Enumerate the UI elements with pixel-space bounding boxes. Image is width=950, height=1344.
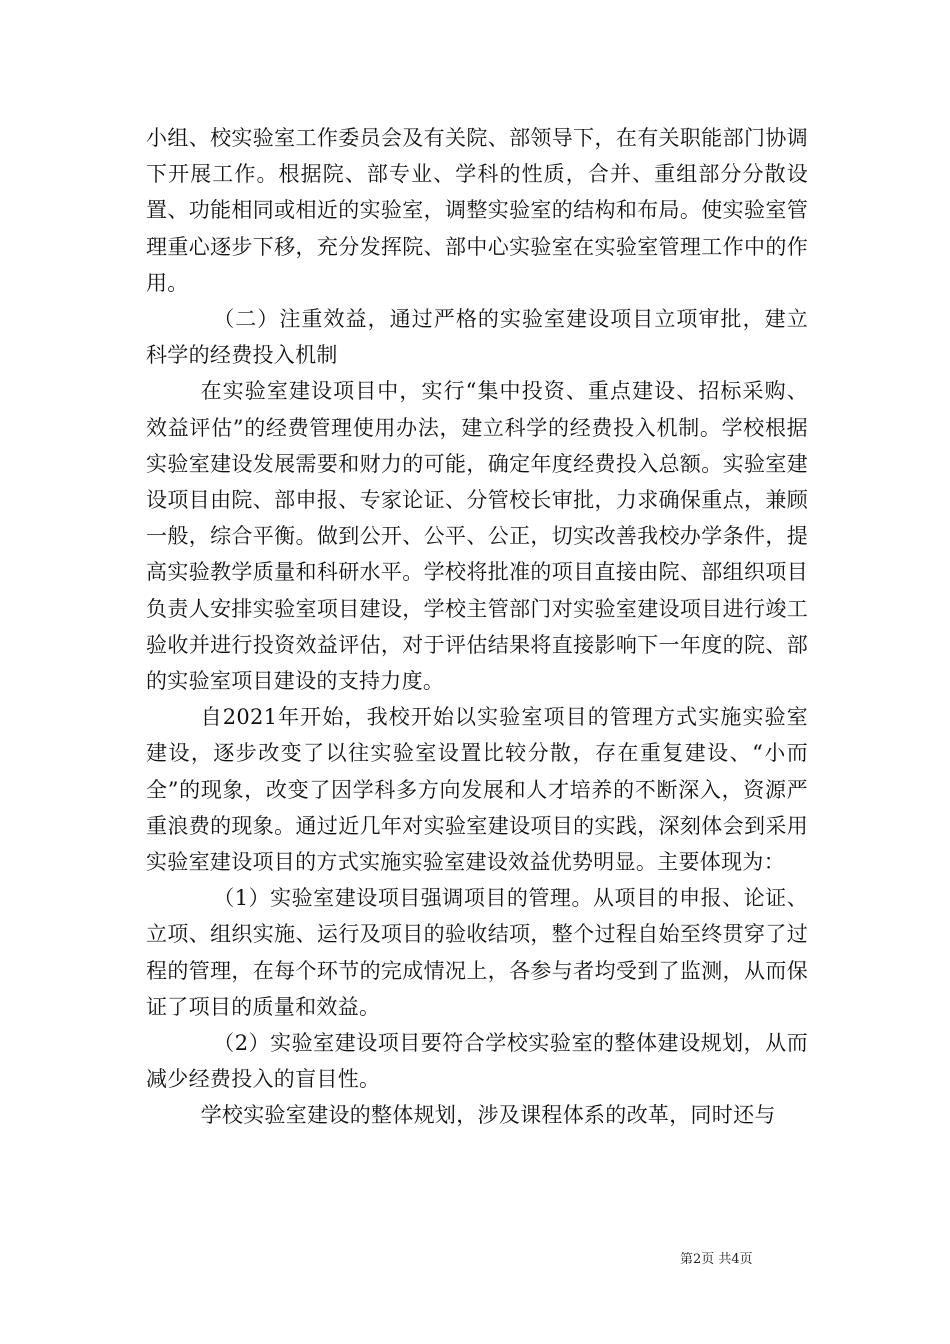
page-number-footer: 第2页 共4页 bbox=[680, 1252, 753, 1267]
list-item-1: （1）实验室建设项目强调项目的管理。从项目的申报、论证、立项、组织实施、运行及项目的验收结项，整个过程自始至终贯穿了过程的管理，在每个环节的完成情况上，各参与者均受到了监测，从而保证了项目的质量和效益。 bbox=[146, 886, 808, 1019]
section-heading-2: （二）注重效益，通过严格的实验室建设项目立项审批，建立科学的经费投入机制 bbox=[146, 307, 808, 368]
document-body bbox=[146, 120, 808, 1134]
list-item-2: （2）实验室建设项目要符合学校实验室的整体建设规划，从而减少经费投入的盲目性。 bbox=[146, 1031, 808, 1092]
paragraph-funding: 在实验室建设项目中，实行“集中投资、重点建设、招标采购、效益评估”的经费管理使用办法，建立科学的经费投入机制。学校根据实验室建设发展需要和财力的可能，确定年度经费投入总额。实验室建设项目由院、部申报、专家论证、分管校长审批，力求确保重点，兼顾一般，综合平衡。做到公开、公平、公正，切实改善我校办学条件，提高实验教学质量和科研水平。学校将批准的项目直接由院、部组织项目负责人安排实验室项目建设，学校主管部门对实验室建设项目进行竣工验收并进行投资效益评估，对于评估结果将直接影响下一年度的院、部的实验室项目建设的支持力度。 bbox=[146, 379, 808, 694]
paragraph-continuation: 小组、校实验室工作委员会及有关院、部领导下，在有关职能部门协调下开展工作。根据院、部专业、学科的性质，合并、重组部分分散设置、功能相同或相近的实验室，调整实验室的结构和布局。使实验室管理重心逐步下移，充分发挥院、部中心实验室在实验室管理工作中的作用。 bbox=[146, 126, 808, 295]
paragraph-since-2021: 自2021年开始，我校开始以实验室项目的管理方式实施实验室建设，逐步改变了以往实验室设置比较分散，存在重复建设、“小而全”的现象，改变了因学科多方向发展和人才培养的不断深入，资源严重浪费的现象。通过近几年对实验室建设项目的实践，深刻体会到采用实验室建设项目的方式实施实验室建设效益优势明显。主要体现为： bbox=[146, 705, 808, 875]
paragraph-planning: 学校实验室建设的整体规划，涉及课程体系的改革，同时还与 bbox=[200, 1103, 776, 1128]
